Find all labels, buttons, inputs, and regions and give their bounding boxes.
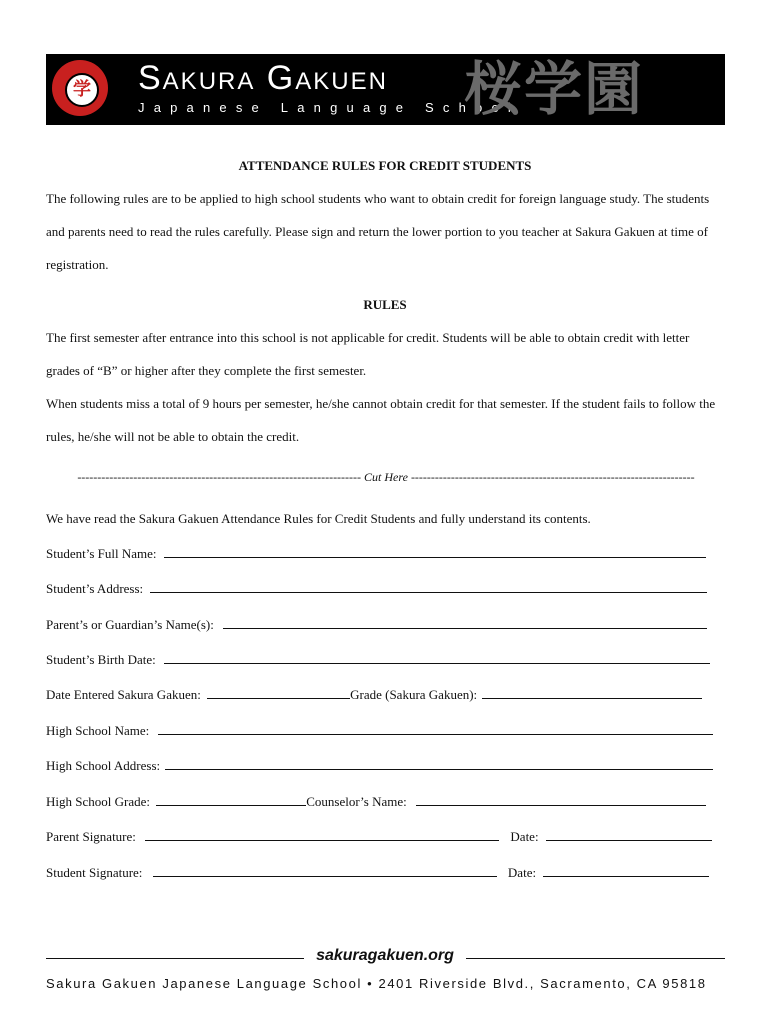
student-date-field[interactable]: [543, 866, 709, 877]
footer-website: [0, 947, 770, 965]
hs-address-field[interactable]: [165, 759, 713, 770]
school-kanji: 桜学園: [464, 55, 645, 123]
hs-grade-field[interactable]: [156, 795, 306, 806]
acknowledgement-text: We have read the Sakura Gakuen Attendance Rules for Credit Students and fully understand its contents.: [46, 511, 591, 526]
guardian-names-label: Parent’s or Guardian’s Name(s):: [46, 617, 214, 632]
school-banner: [46, 54, 725, 125]
guardian-names-row: [46, 617, 720, 633]
date-entered-row: [46, 687, 720, 703]
website-link[interactable]: sakuragakuen.org: [316, 947, 454, 964]
cut-label: Cut Here: [364, 470, 408, 484]
parent-signature-row: [46, 829, 720, 845]
intro-paragraph: The following rules are to be applied to high school students who want to obtain credit for foreign language study. The students and parents need to read the rules carefully. Please sign and return the lower portion to you teacher at Sakura Gakuen at time of registration.: [46, 191, 710, 272]
parent-date-label: Date:: [510, 829, 539, 844]
birth-date-label: Student’s Birth Date:: [46, 652, 156, 667]
hs-grade-row: [46, 794, 720, 810]
parent-date-field[interactable]: [546, 830, 712, 841]
hs-name-field[interactable]: [158, 724, 713, 735]
grade-sg-label: Grade (Sakura Gakuen):: [350, 687, 478, 702]
counselor-label: Counselor’s Name:: [306, 794, 407, 809]
hs-name-row: [46, 723, 720, 739]
school-name: Sakura Gakuen: [138, 59, 388, 97]
date-entered-field[interactable]: [207, 688, 350, 699]
student-signature-label: Student Signature:: [46, 865, 143, 880]
footer-address: Sakura Gakuen Japanese Language School • 2401 Riverside Blvd., Sacramento, CA 95818: [46, 976, 707, 991]
hs-address-row: [46, 758, 720, 774]
student-name-field[interactable]: [164, 547, 706, 558]
student-name-row: [46, 546, 720, 562]
logo-character: 学: [73, 79, 91, 100]
cut-line: ----------------------------------------------------------------------- Cut Here -----------------------------------------------------------------------: [77, 470, 695, 484]
counselor-field[interactable]: [416, 795, 706, 806]
parent-signature-label: Parent Signature:: [46, 829, 136, 844]
hs-grade-label: High School Grade:: [46, 794, 150, 809]
school-subtitle: Japanese Language School: [138, 100, 520, 115]
student-address-field[interactable]: [150, 582, 707, 593]
student-signature-field[interactable]: [153, 866, 497, 877]
rule-paragraph-1: The first semester after entrance into this school is not applicable for credit. Students will be able to obtain credit with letter grades of “B” or higher after they complete the first semester.: [46, 330, 690, 378]
school-logo: [52, 60, 108, 116]
student-name-label: Student’s Full Name:: [46, 546, 157, 561]
student-date-label: Date:: [507, 865, 537, 880]
date-entered-label: Date Entered Sakura Gakuen:: [46, 687, 201, 702]
hs-name-label: High School Name:: [46, 723, 150, 738]
rules-heading: RULES: [363, 297, 407, 312]
rule-paragraph-2: When students miss a total of 9 hours per semester, he/she cannot obtain credit for that semester. If the student fails to follow the rules, he/she will not be able to obtain the credit.: [46, 396, 716, 444]
birth-date-field[interactable]: [164, 653, 710, 664]
page-title: ATTENDANCE RULES FOR CREDIT STUDENTS: [238, 158, 532, 173]
hs-address-label: High School Address:: [46, 758, 161, 773]
guardian-names-field[interactable]: [223, 618, 707, 629]
logo-emblem: [65, 73, 99, 107]
grade-sg-field[interactable]: [482, 688, 702, 699]
student-address-row: [46, 581, 720, 597]
student-address-label: Student’s Address:: [46, 581, 144, 596]
student-signature-row: [46, 865, 720, 881]
birth-date-row: [46, 652, 720, 668]
parent-signature-field[interactable]: [145, 830, 499, 841]
